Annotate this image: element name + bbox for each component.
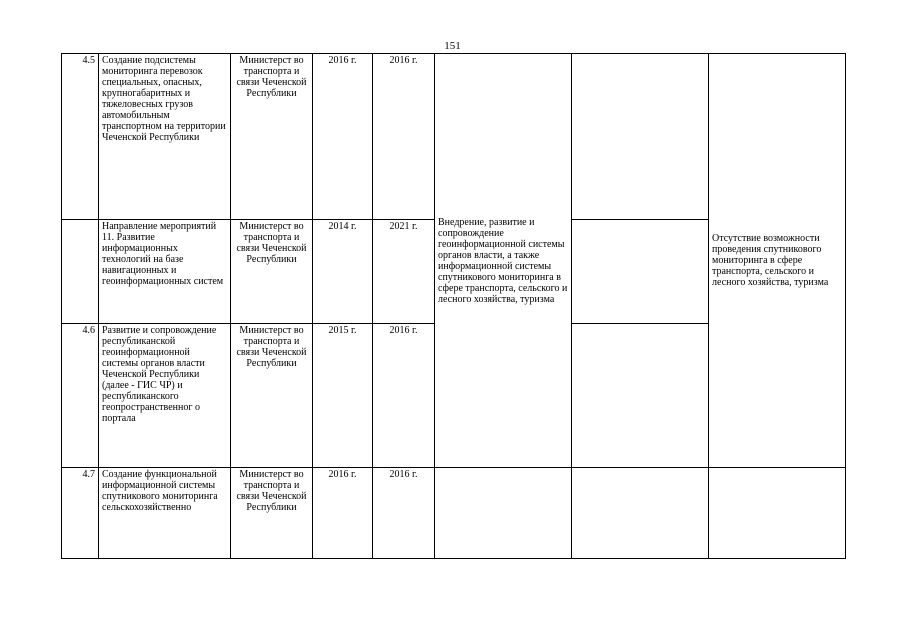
executor: Министерст во транспорта и связи Чеченской Республики: [231, 54, 313, 220]
expected-result-cell: [435, 54, 572, 468]
measure-name: Создание подсистемы мониторинга перевозок специальных, опасных, крупногабаритных и тяжеловесных грузов автомобильным транспортном на территории Чеченской Республики: [99, 54, 231, 220]
row-number: 4.5: [62, 54, 99, 220]
page-number: 151: [444, 40, 461, 52]
consequence-cell: [709, 54, 846, 468]
executor: Министерст во транспорта и связи Чеченской Республики: [231, 468, 313, 559]
table-row: [62, 468, 846, 559]
start-year: 2015 г.: [313, 324, 373, 468]
measure-name: Развитие и сопровождение республиканской геоинформационной системы органов власти Чеченской Республики (далее - ГИС ЧР) и республиканского геопространственног о портала: [99, 324, 231, 468]
measure-name: Создание функциональной информационной системы спутникового мониторинга сельскохозяйственно: [99, 468, 231, 559]
expected-result: Внедрение, развитие и сопровождение геоинформационной системы органов власти, а также информационной системы спутникового мониторинга в сфере транспорта, сельского и лесного хозяйства, туризма: [438, 216, 568, 305]
end-year: 2016 г.: [373, 324, 435, 468]
empty-cell: [435, 468, 572, 559]
start-year: 2016 г.: [313, 54, 373, 220]
end-year: 2016 г.: [373, 468, 435, 559]
empty-cell: [709, 468, 846, 559]
empty-cell: [572, 54, 709, 220]
empty-cell: [572, 324, 709, 468]
row-number: 4.7: [62, 468, 99, 559]
start-year: 2014 г.: [313, 220, 373, 324]
row-number: 4.6: [62, 324, 99, 468]
end-year: 2016 г.: [373, 54, 435, 220]
consequence: Отсутствие возможности проведения спутникового мониторинга в сфере транспорта, сельского и лесного хозяйства, туризма: [712, 233, 829, 288]
start-year: 2016 г.: [313, 468, 373, 559]
end-year: 2021 г.: [373, 220, 435, 324]
row-number: [62, 220, 99, 324]
empty-cell: [572, 468, 709, 559]
measures-table: [61, 53, 846, 559]
measure-name: Направление мероприятий 11. Развитие информационных технологий на базе навигационных и геоинформационных систем: [99, 220, 231, 324]
table-row: [62, 54, 846, 220]
empty-cell: [572, 220, 709, 324]
executor: Министерст во транспорта и связи Чеченской Республики: [231, 324, 313, 468]
executor: Министерст во транспорта и связи Чеченской Республики: [231, 220, 313, 324]
